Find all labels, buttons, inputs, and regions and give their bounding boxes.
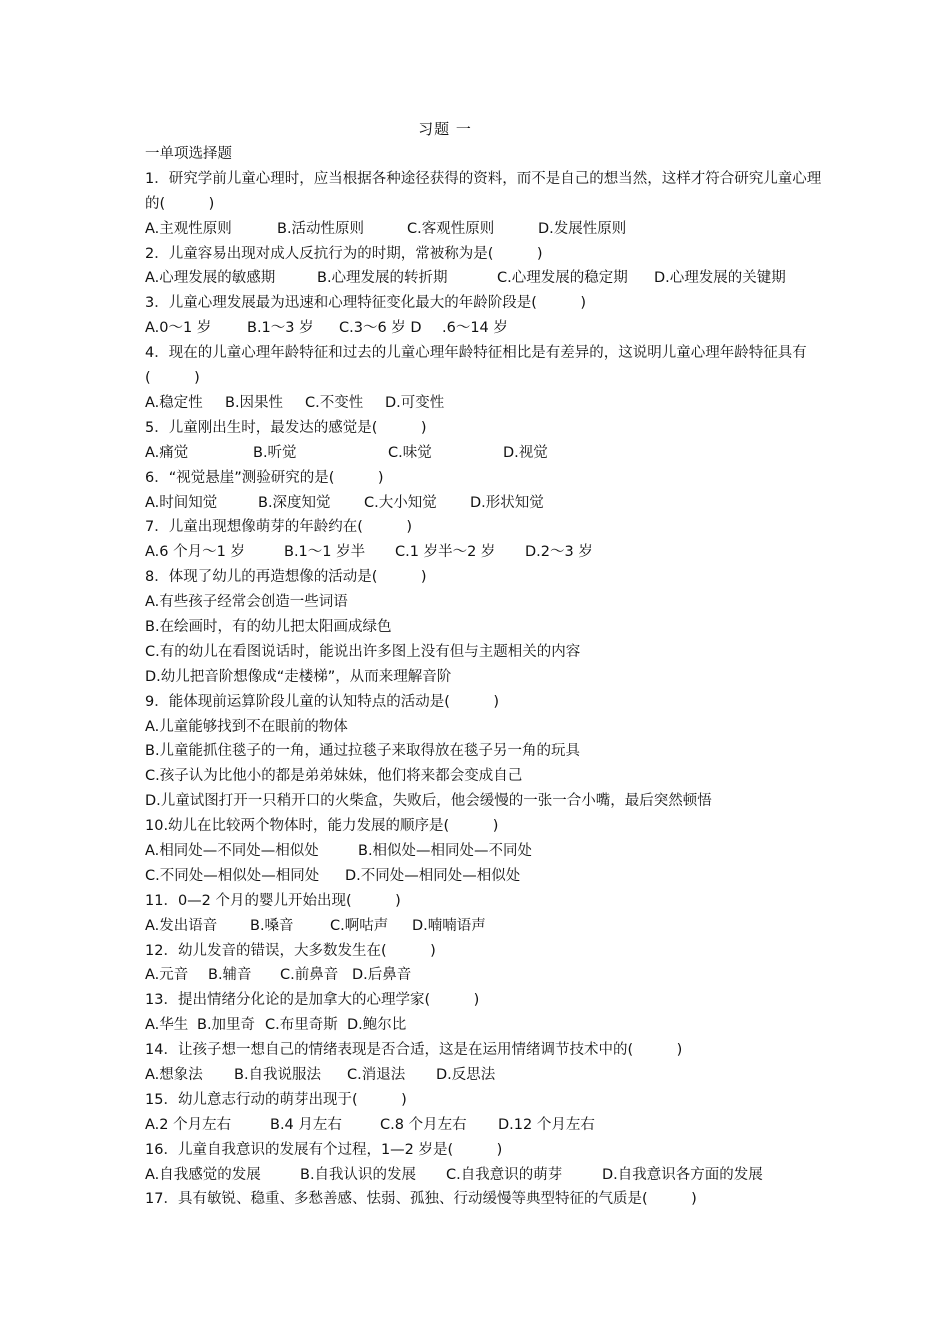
option-d: D.儿童试图打开一只稍开口的火柴盒，失败后，他会缓慢的一张一合小嘴，最后突然顿悟	[145, 793, 712, 810]
option-row	[145, 316, 825, 341]
option-c: C.布里奇斯	[265, 1017, 338, 1034]
option-row	[145, 540, 825, 565]
option-b: B.活动性原则	[277, 220, 365, 237]
question-stem: 6．“视觉悬崖”测验研究的是( )	[145, 469, 384, 486]
question-stem: 7．儿童出现想像萌芽的年龄约在( )	[145, 519, 413, 536]
option-d: D.心理发展的关键期	[654, 270, 786, 287]
option-row	[145, 491, 825, 516]
option-b: B.自我说服法	[234, 1067, 322, 1084]
option-row	[145, 1063, 825, 1088]
option-b: B.在绘画时，有的幼儿把太阳画成绿色	[145, 618, 392, 635]
option-a: A.0～1 岁	[145, 320, 212, 337]
option-c: C.自我意识的萌芽	[446, 1166, 563, 1183]
option-a: A.儿童能够找到不在眼前的物体	[145, 718, 348, 735]
option-a: A.发出语音	[145, 917, 218, 934]
option-b: B.辅音	[208, 967, 252, 984]
question-stem: 13．提出情绪分化论的是加拿大的心理学家( )	[145, 992, 480, 1009]
option-c: C.不同处—相似处—相同处	[145, 867, 320, 884]
option-a: A.主观性原则	[145, 220, 232, 237]
question-stem: 2．儿童容易出现对成人反抗行为的时期，常被称为是( )	[145, 245, 543, 262]
option-b: B.因果性	[225, 394, 284, 411]
question-stem: 3．儿童心理发展最为迅速和心理特征变化最大的年龄阶段是( )	[145, 295, 587, 312]
option-c: C.味觉	[388, 444, 432, 461]
option-d: D.不同处—相同处—相似处	[345, 867, 521, 884]
option-a: A.华生	[145, 1017, 189, 1034]
option-c: C.啊咕声	[330, 917, 389, 934]
option-d: D.视觉	[503, 444, 548, 461]
question-stem: 12．幼儿发音的错误，大多数发生在( )	[145, 942, 436, 959]
option-c: C.孩子认为比他小的都是弟弟妹妹，他们将来都会变成自己	[145, 768, 523, 785]
option-c: C.1 岁半～2 岁	[395, 544, 496, 561]
option-c: C.不变性	[305, 394, 364, 411]
option-c: C.8 个月左右	[380, 1116, 467, 1133]
option-a: A.6 个月～1 岁	[145, 544, 245, 561]
question-stem: 4．现在的儿童心理年龄特征和过去的儿童心理年龄特征相比是有差异的，这说明儿童心理年龄特征具有( )	[145, 345, 807, 387]
option-b: B.1～1 岁半	[284, 544, 366, 561]
option-row	[145, 839, 825, 864]
option-b: B.1～3 岁	[247, 320, 314, 337]
option-d: D.喃喃语声	[412, 917, 486, 934]
option-b: B.嗓音	[250, 917, 294, 934]
option-a: A.痛觉	[145, 444, 189, 461]
option-d: .6～14 岁	[442, 320, 508, 337]
option-b: B.听觉	[253, 444, 297, 461]
option-c: C.前鼻音	[280, 967, 339, 984]
option-a: A.时间知觉	[145, 494, 218, 511]
option-b: B.4 月左右	[270, 1116, 342, 1133]
question-stem: 17．具有敏锐、稳重、多愁善感、怯弱、孤独、行动缓慢等典型特征的气质是( )	[145, 1191, 697, 1208]
option-row	[145, 1163, 825, 1188]
option-c: C.心理发展的稳定期	[497, 270, 628, 287]
question-stem: 1．研究学前儿童心理时，应当根据各种途径获得的资料，而不是自己的想当然，这样才符合研究儿童心理的( )	[145, 170, 822, 212]
option-a: A.心理发展的敏感期	[145, 270, 276, 287]
option-row	[145, 864, 825, 889]
option-d: D.发展性原则	[538, 220, 627, 237]
option-d: D.后鼻音	[352, 967, 412, 984]
option-a: A.2 个月左右	[145, 1116, 232, 1133]
option-row	[145, 914, 825, 939]
page-title: 习题 一	[418, 120, 472, 138]
question-stem: 8．体现了幼儿的再造想像的活动是( )	[145, 569, 427, 586]
option-b: B.深度知觉	[258, 494, 331, 511]
option-d: D.鲍尔比	[347, 1017, 407, 1034]
option-row	[145, 217, 825, 242]
option-a: A.元音	[145, 967, 189, 984]
option-d: D.可变性	[385, 394, 445, 411]
question-stem: 9．能体现前运算阶段儿童的认知特点的活动是( )	[145, 693, 500, 710]
option-a: A.稳定性	[145, 394, 203, 411]
option-b: B.自我认识的发展	[300, 1166, 417, 1183]
section-heading: 一单项选择题	[145, 146, 232, 162]
question-stem: 16．儿童自我意识的发展有个过程，1—2 岁是( )	[145, 1141, 503, 1158]
option-c: C.3～6 岁 D	[339, 320, 422, 337]
option-d: D.2～3 岁	[525, 544, 593, 561]
question-stem: 15．幼儿意志行动的萌芽出现于( )	[145, 1091, 407, 1108]
option-c: C.大小知觉	[364, 494, 437, 511]
option-b: B.加里奇	[197, 1017, 256, 1034]
question-list	[145, 142, 825, 1212]
option-a: A.有些孩子经常会创造一些词语	[145, 594, 348, 611]
option-row	[145, 963, 825, 988]
option-d: D.12 个月左右	[498, 1116, 595, 1133]
option-row	[145, 441, 825, 466]
option-row	[145, 1113, 825, 1138]
option-d: D.自我意识各方面的发展	[602, 1166, 763, 1183]
option-a: A.想象法	[145, 1067, 203, 1084]
option-row	[145, 266, 825, 291]
option-row	[145, 1013, 825, 1038]
question-stem: 10.幼儿在比较两个物体时，能力发展的顺序是( )	[145, 818, 499, 835]
option-c: C.客观性原则	[407, 220, 495, 237]
option-b: B.相似处—相同处—不同处	[358, 843, 533, 859]
option-c: C.有的幼儿在看图说话时，能说出许多图上没有但与主题相关的内容	[145, 643, 581, 660]
option-row	[145, 391, 825, 416]
option-d: D.幼儿把音阶想像成“走楼梯”，从而来理解音阶	[145, 668, 452, 685]
option-a: A.自我感觉的发展	[145, 1166, 261, 1183]
option-b: B.儿童能抓住毯子的一角，通过拉毯子来取得放在毯子另一角的玩具	[145, 743, 581, 760]
option-c: C.消退法	[347, 1067, 406, 1084]
question-stem: 11．0—2 个月的婴儿开始出现( )	[145, 892, 401, 909]
question-stem: 5．儿童刚出生时，最发达的感觉是( )	[145, 419, 427, 436]
option-b: B.心理发展的转折期	[317, 270, 448, 287]
option-d: D.反思法	[436, 1067, 496, 1084]
question-stem: 14．让孩子想一想自己的情绪表现是否合适，这是在运用情绪调节技术中的( )	[145, 1042, 683, 1059]
option-d: D.形状知觉	[470, 494, 544, 511]
option-a: A.相同处—不同处—相似处	[145, 843, 319, 859]
